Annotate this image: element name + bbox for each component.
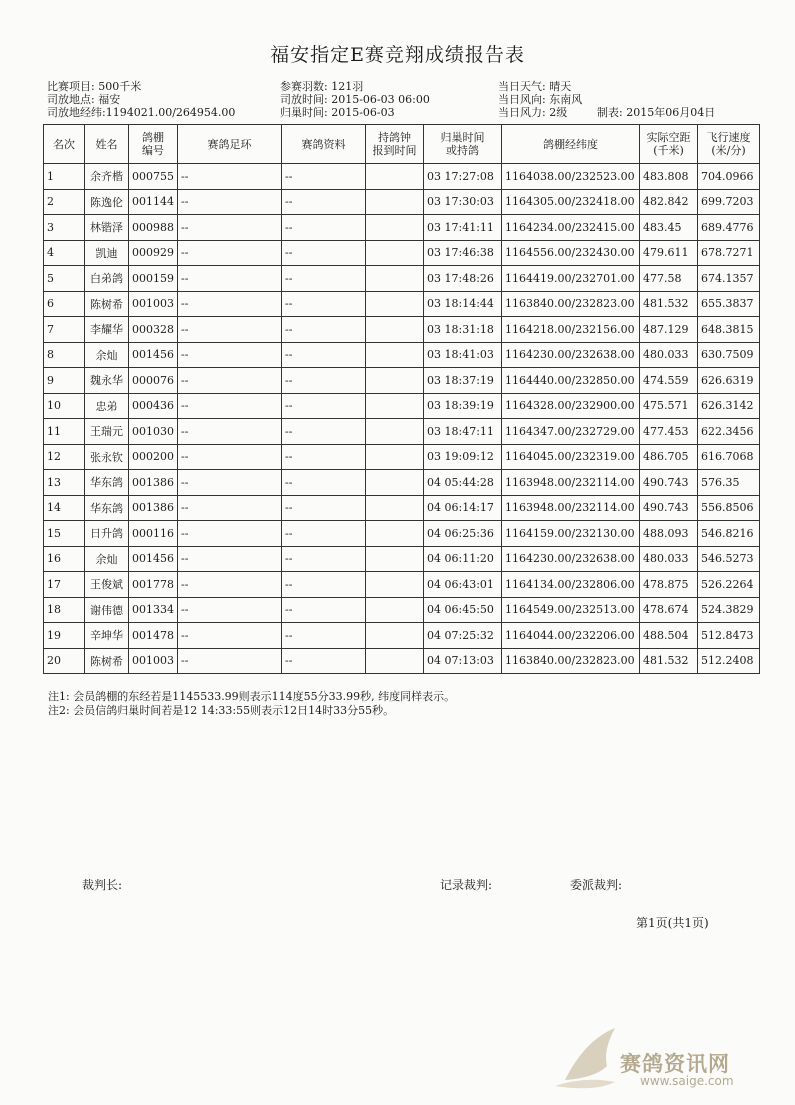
cell-arrive: 04 05:44:28 — [424, 470, 502, 496]
cell-info: -- — [282, 266, 366, 292]
cell-info: -- — [282, 393, 366, 419]
watermark-text: 赛鸽资讯网 — [620, 1052, 730, 1076]
cell-info: -- — [282, 521, 366, 547]
cell-clock — [366, 342, 424, 368]
cell-coords: 1164549.00/232513.00 — [502, 597, 640, 623]
table-row — [44, 521, 760, 547]
cell-coords: 1164159.00/232130.00 — [502, 521, 640, 547]
cell-arrive: 03 18:31:18 — [424, 317, 502, 343]
cell-ring: -- — [178, 495, 282, 521]
cell-speed: 546.5273 — [698, 546, 760, 572]
meta-middle — [280, 80, 430, 119]
cell-info: -- — [282, 240, 366, 266]
cell-name: 白弟鸽 — [85, 266, 129, 292]
cell-ring: -- — [178, 342, 282, 368]
cell-speed: 689.4776 — [698, 215, 760, 241]
table-row — [44, 266, 760, 292]
cell-loft: 000328 — [129, 317, 178, 343]
cell-ring: -- — [178, 623, 282, 649]
cell-ring: -- — [178, 240, 282, 266]
table-row — [44, 623, 760, 649]
cell-distance: 490.743 — [640, 495, 698, 521]
note-2: 注2: 会员信鸽归巢时间若是12 14:33:55则表示12日14时33分55秒。 — [48, 704, 395, 717]
cell-speed: 626.6319 — [698, 368, 760, 394]
table-row — [44, 470, 760, 496]
cell-distance: 477.58 — [640, 266, 698, 292]
table-row — [44, 648, 760, 674]
cell-arrive: 03 17:41:11 — [424, 215, 502, 241]
cell-distance: 490.743 — [640, 470, 698, 496]
header-loft-coords: 鸽棚经纬度 — [502, 125, 640, 164]
cell-ring: -- — [178, 189, 282, 215]
cell-speed: 546.8216 — [698, 521, 760, 547]
header-info: 赛鸽资料 — [282, 125, 366, 164]
cell-arrive: 04 07:13:03 — [424, 648, 502, 674]
cell-loft: 001030 — [129, 419, 178, 445]
cell-ring: -- — [178, 444, 282, 470]
cell-loft: 001456 — [129, 342, 178, 368]
cell-arrive: 04 06:14:17 — [424, 495, 502, 521]
cell-info: -- — [282, 495, 366, 521]
cell-name: 华东鸽 — [85, 495, 129, 521]
cell-name: 王瑞元 — [85, 419, 129, 445]
cell-name: 魏永华 — [85, 368, 129, 394]
cell-info: -- — [282, 419, 366, 445]
cell-coords: 1163948.00/232114.00 — [502, 470, 640, 496]
cell-coords: 1163948.00/232114.00 — [502, 495, 640, 521]
cell-coords: 1164419.00/232701.00 — [502, 266, 640, 292]
cell-info: -- — [282, 597, 366, 623]
table-row — [44, 546, 760, 572]
cell-speed: 616.7068 — [698, 444, 760, 470]
cell-speed: 626.3142 — [698, 393, 760, 419]
entries-count: 参赛羽数: 121羽 — [280, 80, 364, 93]
header-arrive-time: 归巢时间 或持鸽 — [424, 125, 502, 164]
cell-coords: 1164230.00/232638.00 — [502, 546, 640, 572]
cell-speed: 622.3456 — [698, 419, 760, 445]
cell-name: 陈树希 — [85, 291, 129, 317]
header-loft-no: 鸽棚 编号 — [129, 125, 178, 164]
cell-distance: 475.571 — [640, 393, 698, 419]
cell-info: -- — [282, 215, 366, 241]
cell-distance: 477.453 — [640, 419, 698, 445]
cell-loft: 001456 — [129, 546, 178, 572]
cell-distance: 478.674 — [640, 597, 698, 623]
cell-loft: 001144 — [129, 189, 178, 215]
cell-arrive: 03 19:09:12 — [424, 444, 502, 470]
cell-loft: 001386 — [129, 495, 178, 521]
cell-distance: 483.808 — [640, 164, 698, 190]
cell-rank: 17 — [44, 572, 85, 598]
cell-arrive: 04 07:25:32 — [424, 623, 502, 649]
note-1: 注1: 会员鸽棚的东经若是1145533.99则表示114度55分33.99秒, 纬度同样表示。 — [48, 690, 456, 703]
cell-rank: 7 — [44, 317, 85, 343]
cell-coords: 1163840.00/232823.00 — [502, 648, 640, 674]
header-rank: 名次 — [44, 125, 85, 164]
cell-rank: 20 — [44, 648, 85, 674]
cell-ring: -- — [178, 419, 282, 445]
cell-clock — [366, 648, 424, 674]
cell-distance: 480.033 — [640, 546, 698, 572]
table-row — [44, 572, 760, 598]
cell-arrive: 03 18:37:19 — [424, 368, 502, 394]
cell-name: 陈树希 — [85, 648, 129, 674]
cell-info: -- — [282, 291, 366, 317]
cell-rank: 6 — [44, 291, 85, 317]
cell-loft: 001003 — [129, 291, 178, 317]
cell-arrive: 04 06:43:01 — [424, 572, 502, 598]
cell-rank: 12 — [44, 444, 85, 470]
cell-info: -- — [282, 623, 366, 649]
header-distance: 实际空距 (千米) — [640, 125, 698, 164]
table-row — [44, 419, 760, 445]
cell-clock — [366, 623, 424, 649]
cell-clock — [366, 317, 424, 343]
cell-speed: 674.1357 — [698, 266, 760, 292]
cell-name: 忠弟 — [85, 393, 129, 419]
cell-clock — [366, 521, 424, 547]
cell-speed: 678.7271 — [698, 240, 760, 266]
cell-coords: 1164328.00/232900.00 — [502, 393, 640, 419]
cell-speed: 556.8506 — [698, 495, 760, 521]
cell-name: 辛坤华 — [85, 623, 129, 649]
cell-ring: -- — [178, 266, 282, 292]
cell-coords: 1164230.00/232638.00 — [502, 342, 640, 368]
cell-distance: 488.093 — [640, 521, 698, 547]
cell-rank: 16 — [44, 546, 85, 572]
cell-loft: 001003 — [129, 648, 178, 674]
cell-name: 林锴泽 — [85, 215, 129, 241]
cell-distance: 488.504 — [640, 623, 698, 649]
cell-loft: 000076 — [129, 368, 178, 394]
table-row — [44, 368, 760, 394]
cell-rank: 8 — [44, 342, 85, 368]
cell-coords: 1164305.00/232418.00 — [502, 189, 640, 215]
table-row — [44, 240, 760, 266]
cell-coords: 1164234.00/232415.00 — [502, 215, 640, 241]
wind-direction: 当日风向: 东南风 — [498, 93, 583, 106]
cell-clock — [366, 291, 424, 317]
cell-clock — [366, 393, 424, 419]
release-time: 司放时间: 2015-06-03 06:00 — [280, 93, 430, 106]
race-item: 比赛项目: 500千米 — [47, 80, 142, 93]
cell-rank: 3 — [44, 215, 85, 241]
table-header-row — [44, 125, 760, 164]
report-title: 福安指定E赛竞翔成绩报告表 — [270, 44, 525, 66]
cell-speed: 699.7203 — [698, 189, 760, 215]
cell-ring: -- — [178, 393, 282, 419]
cell-arrive: 03 17:46:38 — [424, 240, 502, 266]
cell-info: -- — [282, 368, 366, 394]
cell-rank: 14 — [44, 495, 85, 521]
cell-speed: 704.0966 — [698, 164, 760, 190]
cell-arrive: 03 18:39:19 — [424, 393, 502, 419]
cell-loft: 000159 — [129, 266, 178, 292]
cell-coords: 1164440.00/232850.00 — [502, 368, 640, 394]
cell-coords: 1164045.00/232319.00 — [502, 444, 640, 470]
cell-coords: 1164038.00/232523.00 — [502, 164, 640, 190]
cell-ring: -- — [178, 368, 282, 394]
cell-name: 余灿 — [85, 546, 129, 572]
cell-ring: -- — [178, 291, 282, 317]
cell-clock — [366, 240, 424, 266]
cell-clock — [366, 164, 424, 190]
cell-speed: 655.3837 — [698, 291, 760, 317]
cell-name: 余齐楷 — [85, 164, 129, 190]
cell-loft: 001478 — [129, 623, 178, 649]
table-row — [44, 495, 760, 521]
cell-arrive: 03 18:14:44 — [424, 291, 502, 317]
cell-rank: 19 — [44, 623, 85, 649]
cell-coords: 1164556.00/232430.00 — [502, 240, 640, 266]
cell-rank: 5 — [44, 266, 85, 292]
header-speed: 飞行速度 (米/分) — [698, 125, 760, 164]
cell-rank: 10 — [44, 393, 85, 419]
release-place: 司放地点: 福安 — [47, 93, 121, 106]
cell-arrive: 04 06:11:20 — [424, 546, 502, 572]
cell-rank: 18 — [44, 597, 85, 623]
meta-left — [47, 80, 235, 119]
cell-distance: 483.45 — [640, 215, 698, 241]
table-row — [44, 215, 760, 241]
cell-name: 谢伟德 — [85, 597, 129, 623]
cell-loft: 000116 — [129, 521, 178, 547]
cell-clock — [366, 215, 424, 241]
cell-speed: 576.35 — [698, 470, 760, 496]
cell-name: 张永钦 — [85, 444, 129, 470]
cell-coords: 1164218.00/232156.00 — [502, 317, 640, 343]
weather: 当日天气: 晴天 — [498, 80, 572, 93]
cell-rank: 15 — [44, 521, 85, 547]
cell-loft: 000200 — [129, 444, 178, 470]
delegate-signature: 委派裁判: — [570, 878, 623, 892]
cell-clock — [366, 546, 424, 572]
judge-signature: 裁判长: — [82, 878, 123, 892]
meta-right — [498, 80, 582, 119]
cell-info: -- — [282, 189, 366, 215]
cell-distance: 478.875 — [640, 572, 698, 598]
cell-info: -- — [282, 572, 366, 598]
cell-ring: -- — [178, 215, 282, 241]
header-ring: 赛鸽足环 — [178, 125, 282, 164]
cell-ring: -- — [178, 597, 282, 623]
cell-coords: 1163840.00/232823.00 — [502, 291, 640, 317]
cell-info: -- — [282, 546, 366, 572]
cell-loft: 001778 — [129, 572, 178, 598]
table-row — [44, 393, 760, 419]
cell-rank: 11 — [44, 419, 85, 445]
cell-loft: 000436 — [129, 393, 178, 419]
notes — [48, 690, 455, 718]
cell-clock — [366, 419, 424, 445]
cell-rank: 2 — [44, 189, 85, 215]
cell-loft: 000755 — [129, 164, 178, 190]
cell-ring: -- — [178, 317, 282, 343]
cell-distance: 474.559 — [640, 368, 698, 394]
cell-distance: 480.033 — [640, 342, 698, 368]
cell-info: -- — [282, 470, 366, 496]
cell-name: 日升鸽 — [85, 521, 129, 547]
cell-clock — [366, 189, 424, 215]
table-row — [44, 164, 760, 190]
cell-ring: -- — [178, 648, 282, 674]
cell-rank: 1 — [44, 164, 85, 190]
cell-arrive: 03 18:41:03 — [424, 342, 502, 368]
cell-clock — [366, 572, 424, 598]
cell-rank: 4 — [44, 240, 85, 266]
page-info: 第1页(共1页) — [636, 916, 709, 930]
cell-clock — [366, 368, 424, 394]
cell-ring: -- — [178, 470, 282, 496]
cell-loft: 000988 — [129, 215, 178, 241]
cell-clock — [366, 444, 424, 470]
cell-speed: 630.7509 — [698, 342, 760, 368]
cell-ring: -- — [178, 546, 282, 572]
return-time: 归巢时间: 2015-06-03 — [280, 106, 395, 119]
cell-arrive: 03 17:48:26 — [424, 266, 502, 292]
cell-loft: 001334 — [129, 597, 178, 623]
release-coords: 司放地经纬:1194021.00/264954.00 — [47, 106, 236, 119]
cell-info: -- — [282, 164, 366, 190]
made-date: 制表: 2015年06月04日 — [597, 106, 716, 119]
watermark-url: www.saige.com — [640, 1074, 734, 1088]
cell-speed: 512.8473 — [698, 623, 760, 649]
cell-arrive: 04 06:45:50 — [424, 597, 502, 623]
cell-clock — [366, 495, 424, 521]
cell-arrive: 04 06:25:36 — [424, 521, 502, 547]
cell-name: 李耀华 — [85, 317, 129, 343]
cell-distance: 479.611 — [640, 240, 698, 266]
cell-speed: 524.3829 — [698, 597, 760, 623]
cell-clock — [366, 470, 424, 496]
cell-arrive: 03 18:47:11 — [424, 419, 502, 445]
recorder-signature: 记录裁判: — [440, 878, 493, 892]
cell-speed: 512.2408 — [698, 648, 760, 674]
table-row — [44, 597, 760, 623]
header-clock-time: 持鸽钟 报到时间 — [366, 125, 424, 164]
results-table — [43, 124, 760, 674]
cell-speed: 526.2264 — [698, 572, 760, 598]
cell-name: 凯迪 — [85, 240, 129, 266]
cell-coords: 1164347.00/232729.00 — [502, 419, 640, 445]
table-row — [44, 189, 760, 215]
cell-distance: 481.532 — [640, 291, 698, 317]
cell-clock — [366, 597, 424, 623]
cell-distance: 486.705 — [640, 444, 698, 470]
cell-clock — [366, 266, 424, 292]
table-row — [44, 317, 760, 343]
cell-coords: 1164134.00/232806.00 — [502, 572, 640, 598]
cell-info: -- — [282, 342, 366, 368]
cell-coords: 1164044.00/232206.00 — [502, 623, 640, 649]
header-name: 姓名 — [85, 125, 129, 164]
cell-rank: 13 — [44, 470, 85, 496]
cell-ring: -- — [178, 164, 282, 190]
table-row — [44, 444, 760, 470]
cell-loft: 001386 — [129, 470, 178, 496]
cell-distance: 481.532 — [640, 648, 698, 674]
cell-info: -- — [282, 317, 366, 343]
cell-name: 陈逸伦 — [85, 189, 129, 215]
cell-ring: -- — [178, 521, 282, 547]
wind-force: 当日风力: 2级 — [498, 106, 568, 119]
cell-ring: -- — [178, 572, 282, 598]
cell-distance: 482.842 — [640, 189, 698, 215]
cell-rank: 9 — [44, 368, 85, 394]
cell-distance: 487.129 — [640, 317, 698, 343]
cell-info: -- — [282, 444, 366, 470]
table-row — [44, 342, 760, 368]
cell-name: 王俊斌 — [85, 572, 129, 598]
cell-name: 华东鸽 — [85, 470, 129, 496]
cell-info: -- — [282, 648, 366, 674]
cell-arrive: 03 17:27:08 — [424, 164, 502, 190]
cell-arrive: 03 17:30:03 — [424, 189, 502, 215]
cell-name: 余灿 — [85, 342, 129, 368]
table-row — [44, 291, 760, 317]
cell-loft: 000929 — [129, 240, 178, 266]
cell-speed: 648.3815 — [698, 317, 760, 343]
